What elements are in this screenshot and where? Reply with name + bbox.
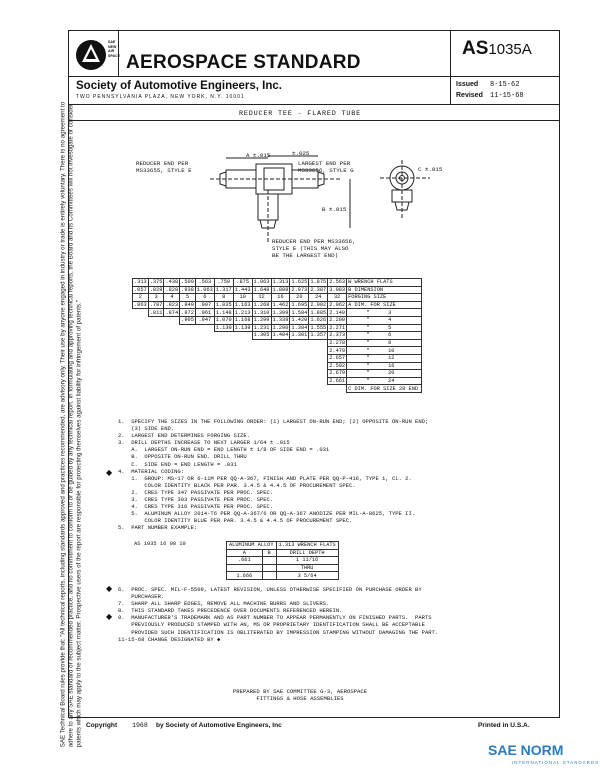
size-value: 5 bbox=[388, 324, 392, 331]
dimension-table-cell bbox=[347, 339, 422, 347]
size-value: 6 bbox=[388, 332, 392, 339]
footer-year: 1968 bbox=[132, 722, 148, 729]
dimension-table-cell: 1.888 bbox=[272, 286, 289, 293]
dimension-table-cell bbox=[233, 339, 252, 347]
dimension-table-cell: .872 bbox=[181, 309, 194, 316]
dimension-table-cell: 8 bbox=[214, 294, 233, 302]
dimension-table-cell bbox=[214, 339, 233, 347]
dimension-table-cell bbox=[133, 332, 149, 340]
dimension-table-cell bbox=[252, 347, 271, 355]
note-line: 2. CRES TYPE 347 PASSIVATE PER PROC. SPEC. bbox=[118, 488, 274, 496]
dimension-table-row bbox=[133, 377, 422, 385]
dimension-table-cell bbox=[233, 362, 252, 370]
dimension-table-cell bbox=[347, 347, 422, 355]
note-line: 9. MANUFACTURER'S TRADEMARK AND AS PART NUMBER TO APPEAR PERMANENTLY ON FINISHED PARTS. PARTS bbox=[118, 614, 432, 622]
dimension-table bbox=[132, 278, 422, 393]
dimension-table-cell bbox=[347, 377, 422, 385]
dimension-table-cell bbox=[252, 377, 271, 385]
change-diamond-icon: ◆ bbox=[106, 612, 113, 621]
dimension-table-cell: 1.213 bbox=[234, 309, 251, 316]
dimension-table-cell bbox=[133, 309, 149, 317]
dimension-table-cell bbox=[309, 339, 328, 347]
dimension-table-cell: 2.278 bbox=[329, 340, 346, 347]
dimension-table-cell bbox=[164, 362, 180, 370]
society-name: Society of Automotive Engineers, Inc. bbox=[76, 80, 282, 92]
dimension-table-cell bbox=[214, 377, 233, 385]
dimension-table-cell bbox=[133, 354, 149, 362]
dimension-table-cell bbox=[290, 370, 309, 378]
dimension-table-cell bbox=[148, 370, 164, 378]
dimension-table-cell: .905 bbox=[181, 317, 194, 324]
note-line: 5. ALUMINUM ALLOY 2014-T6 PER QQ-A-367/6 OR QQ-A-367 ANODIZE PER MIL-A-8625, TYPE II. bbox=[118, 510, 416, 518]
dimension-table-cell bbox=[347, 316, 422, 324]
dimension-table-cell bbox=[309, 362, 328, 370]
dimension-table-cell: .057 bbox=[134, 286, 147, 293]
dimension-table-cell bbox=[271, 362, 290, 370]
dimension-table-cell bbox=[180, 377, 196, 385]
dimension-table-cell: 1.399 bbox=[272, 309, 289, 316]
dimension-table-cell: 1.420 bbox=[291, 317, 308, 324]
size-mark: " bbox=[366, 340, 370, 347]
dimension-table-cell bbox=[233, 347, 252, 355]
dimension-table-cell bbox=[347, 324, 422, 332]
size-mark: " bbox=[366, 324, 370, 331]
dimension-table-cell bbox=[252, 362, 271, 370]
dimension-table-row bbox=[133, 309, 422, 317]
dimension-table-cell: .863 bbox=[134, 302, 147, 309]
size-value: 24 bbox=[388, 378, 395, 385]
dimension-table-cell bbox=[195, 370, 214, 378]
dimension-table-cell: 1.148 bbox=[215, 309, 232, 316]
dimension-table-cell: .828 bbox=[149, 286, 163, 293]
dimension-table-cell: .811 bbox=[149, 309, 163, 316]
dimension-table-cell: 1.626 bbox=[310, 317, 327, 324]
dimension-b-label: B ±.015 bbox=[322, 206, 347, 213]
note-line: PURCHASER. bbox=[118, 593, 165, 601]
dimension-table-cell bbox=[195, 362, 214, 370]
note-line: 1. SPECIFY THE SIZES IN THE FOLLOWING ORDER: (1) LARGEST ON-RUN END; (2) OPPOSITE ON-RUN END; bbox=[118, 418, 429, 425]
dimension-table-cell: 1.301 bbox=[291, 332, 308, 339]
dimension-table-cell: 1.070 bbox=[215, 317, 232, 324]
dimension-table-cell: 12 bbox=[252, 294, 271, 302]
dimension-table-cell: 2.373 bbox=[329, 332, 346, 339]
dimension-table-cell bbox=[309, 377, 328, 385]
dimension-table-cell bbox=[195, 339, 214, 347]
dimension-table-cell: 1.139 bbox=[234, 324, 251, 331]
dimension-table-cell bbox=[195, 332, 214, 340]
dimension-table-cell: 1.462 bbox=[272, 302, 289, 309]
dimension-table-cell: 1.063 bbox=[196, 286, 213, 293]
dimension-table-cell bbox=[347, 332, 422, 340]
dimension-table-cell bbox=[195, 347, 214, 355]
note-line: 7. SHARP ALL SHARP EDGES, REMOVE ALL MACHINE BURRS AND SLIVERS. bbox=[118, 600, 330, 608]
dimension-table-cell bbox=[180, 339, 196, 347]
dimension-table-cell: .500 bbox=[181, 279, 194, 286]
size-column-header: A DIM. FOR SIZE bbox=[348, 302, 396, 309]
dimension-table-cell: 20 bbox=[290, 294, 309, 302]
dimension-table-cell bbox=[180, 332, 196, 340]
dimension-table-cell: 1.268 bbox=[253, 302, 270, 309]
dimension-table-cell: 1.290 bbox=[272, 324, 289, 331]
dimension-table-cell: .875 bbox=[233, 279, 252, 287]
dimension-table-cell: 4 bbox=[164, 294, 180, 302]
dimension-table-cell: .313 bbox=[134, 279, 147, 286]
dimension-table-cell bbox=[148, 332, 164, 340]
dimension-table-cell bbox=[347, 362, 422, 370]
dimension-table-cell bbox=[214, 362, 233, 370]
dimension-table-cell bbox=[309, 354, 328, 362]
dimension-table-cell bbox=[180, 354, 196, 362]
dimension-table-cell: .563 bbox=[195, 279, 214, 287]
dimension-table-cell: 1.338 bbox=[272, 317, 289, 324]
dimension-table-cell: 1.625 bbox=[291, 279, 308, 286]
sae-logo bbox=[74, 36, 108, 74]
note-line: 6. PROC. SPEC. MIL-F-5509, LATEST REVISION, UNLESS OTHERWISE SPECIFIED ON PURCHASE ORDER BY bbox=[118, 586, 422, 593]
dimension-table-cell: .961 bbox=[195, 309, 214, 317]
document-number: AS1035A bbox=[462, 38, 532, 59]
dimension-table-cell bbox=[347, 301, 422, 309]
dimension-table-cell bbox=[148, 377, 164, 385]
dimension-table-cell: 1.885 bbox=[310, 309, 327, 316]
dimension-table-cell bbox=[148, 316, 164, 324]
dimension-table-cell: 1.648 bbox=[253, 286, 270, 293]
dimension-table-cell: 1.443 bbox=[234, 286, 251, 293]
dimension-table-cell: .874 bbox=[165, 309, 179, 316]
dimension-table-cell: .823 bbox=[165, 302, 179, 309]
note-line: COLOR IDENTITY BLUE PER PAR. 3.4.5 & 4.4.5 OF PROCUREMENT SPEC. bbox=[118, 517, 353, 525]
notes-section-2 bbox=[118, 586, 538, 643]
dimension-table-cell: 6 bbox=[195, 294, 214, 302]
size-value: 4 bbox=[388, 317, 392, 324]
dimension-table-cell: W WRENCH FLATS bbox=[347, 279, 422, 287]
prepared-by: PREPARED BY SAE COMMITTEE G-3, AEROSPACE FITTINGS & HOSE ASSEMBLIES bbox=[232, 688, 368, 702]
header-bottom-divider bbox=[68, 104, 560, 105]
sae-disclaimer-side-note: SAE Technical Board rules provide that: "All technical reports, including standards approved and practices recommended, are advisory only. Their use by anyone engaged in industry or trade is entirely voluntary. There is no agreement to adhere to any SAE standard or recommended practice, and no commitment to conform to or be guided by any technical report. In formulating and approving technical reports, the Board and its Committees will not investigate or consider patents which may apply to the subject matter. Prospective users of the report are responsible for protecting themselves against liability for infringement of patents." bbox=[59, 101, 84, 748]
dimension-table-cell: .375 bbox=[149, 279, 163, 286]
dimension-table-cell bbox=[133, 377, 149, 385]
issue-dates: Issued 8-15-62 Revised 11-15-68 bbox=[456, 81, 524, 100]
dimension-table-cell: 2.387 bbox=[310, 286, 327, 293]
dimension-table-cell bbox=[214, 370, 233, 378]
dimension-table-cell: B DIMENSION bbox=[347, 286, 422, 294]
dimension-table-cell bbox=[271, 339, 290, 347]
change-diamond-icon: ◆ bbox=[106, 584, 113, 593]
note-line: 3. CRES TYPE 303 PASSIVATE PER PROC. SPEC. bbox=[118, 496, 274, 504]
watermark-brand: SAE NORM bbox=[488, 742, 564, 758]
dimension-table-cell: 1.875 bbox=[310, 279, 327, 286]
dimension-table-cell: 2 bbox=[133, 294, 149, 302]
size-value: 10 bbox=[388, 347, 395, 354]
part-number-table: ALUMINUM ALLOY 1.313 WRENCH FLATS A B DRILL DEPTH .661 1 11/16 THRU 1.666 3 5/64 bbox=[226, 541, 339, 580]
dimension-table-cell: 1.357 bbox=[310, 332, 327, 339]
dimension-table-cell bbox=[214, 332, 233, 340]
dimension-table-cell: 2.140 bbox=[329, 309, 346, 316]
dimension-table-cell bbox=[309, 347, 328, 355]
dimension-table-cell bbox=[214, 354, 233, 362]
dimension-table-cell: 1.384 bbox=[291, 324, 308, 331]
logo-text: SAE NEW AIR SPACE bbox=[108, 40, 121, 58]
dimension-table-row bbox=[133, 347, 422, 355]
dimension-table-cell: 2.271 bbox=[329, 324, 346, 331]
document-title: AEROSPACE STANDARD bbox=[126, 52, 361, 73]
dimension-tol-025: ±.025 bbox=[292, 150, 310, 157]
note-line: 5. PART NUMBER EXAMPLE: bbox=[118, 524, 198, 532]
dimension-table-row bbox=[133, 385, 422, 393]
dimension-table-cell: 1.130 bbox=[215, 324, 232, 331]
size-value: 3 bbox=[388, 309, 392, 316]
dimension-table-cell bbox=[180, 362, 196, 370]
dimension-table-row bbox=[133, 354, 422, 362]
size-mark: " bbox=[366, 378, 370, 385]
dimension-table-cell bbox=[290, 362, 309, 370]
size-mark: " bbox=[366, 370, 370, 377]
dimension-table-cell: 2.062 bbox=[329, 302, 346, 309]
dimension-table-row bbox=[133, 339, 422, 347]
dimension-table-cell: .438 bbox=[165, 279, 179, 286]
note-line: 11-15-68 CHANGE DESIGNATED BY ◆ bbox=[118, 635, 221, 643]
dimension-table-cell bbox=[164, 370, 180, 378]
dimension-table-cell bbox=[133, 339, 149, 347]
dimension-table-cell bbox=[214, 347, 233, 355]
dimension-table-cell bbox=[271, 370, 290, 378]
dimension-table-cell: 3 bbox=[148, 294, 164, 302]
size-mark: " bbox=[366, 317, 370, 324]
dimension-table-cell bbox=[133, 347, 149, 355]
dimension-table-cell: 1.555 bbox=[310, 324, 327, 331]
dimension-table-cell: 24 bbox=[309, 294, 328, 302]
dimension-table-cell bbox=[195, 324, 214, 332]
dimension-table-row bbox=[133, 362, 422, 370]
change-diamond-icon: ◆ bbox=[106, 468, 113, 477]
label-reducer-end-2: REDUCER END PER MS33656, STYLE E (THIS MAY ALSO BE THE LARGEST END) bbox=[272, 238, 356, 259]
note-line: C. SIDE END = END LENGTH = .031 bbox=[118, 460, 237, 468]
dimension-table-cell: 1.317 bbox=[215, 286, 232, 293]
dimension-table-cell bbox=[133, 316, 149, 324]
footer-society: by Society of Automotive Engineers, Inc bbox=[156, 722, 282, 729]
footer-printed: Printed in U.S.A. bbox=[478, 722, 530, 729]
dimension-table-cell bbox=[252, 370, 271, 378]
note-line: 4. MATERIAL CODING: bbox=[118, 467, 185, 475]
dimension-table-cell bbox=[180, 370, 196, 378]
dimension-table-row bbox=[133, 301, 422, 309]
dimension-table-row bbox=[133, 286, 422, 294]
dimension-table-cell: 1.313 bbox=[272, 279, 289, 286]
dimension-table-cell bbox=[133, 370, 149, 378]
dimension-table-cell bbox=[195, 354, 214, 362]
dimension-table-cell: 2.592 bbox=[329, 362, 346, 369]
dimension-table-cell: .750 bbox=[214, 279, 233, 287]
dimension-table-cell bbox=[347, 354, 422, 362]
note-line: A. LARGEST ON-RUN END = END LENGTH ± 1/8 OF SIDE END = .031 bbox=[118, 446, 330, 454]
dimension-table-cell: .849 bbox=[181, 302, 194, 309]
dimension-table-cell bbox=[347, 309, 422, 317]
note-line: 2. LARGEST END DETERMINES FORGING SIZE. bbox=[118, 432, 251, 440]
size-value: 8 bbox=[388, 340, 392, 347]
dimension-table-cell: 1.168 bbox=[234, 317, 251, 324]
dimension-table-cell bbox=[164, 316, 180, 324]
dimension-table-cell bbox=[290, 347, 309, 355]
dimension-table-row bbox=[133, 332, 422, 340]
dimension-table-cell: 1.163 bbox=[234, 302, 251, 309]
dimension-c-label: C ±.015 bbox=[418, 166, 443, 173]
subject-divider bbox=[68, 120, 560, 121]
dimension-table-cell: 16 bbox=[271, 294, 290, 302]
dimension-table-cell: 1.404 bbox=[272, 332, 289, 339]
watermark-sub: INTERNATIONAL STANDARDS bbox=[512, 760, 600, 765]
dimension-table-row bbox=[133, 370, 422, 378]
dimension-table-cell bbox=[309, 370, 328, 378]
dimension-table-cell bbox=[148, 362, 164, 370]
dimension-table-cell bbox=[164, 324, 180, 332]
dimension-table-cell bbox=[233, 354, 252, 362]
dimension-table-cell: 1.310 bbox=[253, 309, 270, 316]
dimension-table-cell bbox=[271, 377, 290, 385]
dimension-table-cell bbox=[148, 324, 164, 332]
dimension-table-cell: 1.584 bbox=[291, 309, 308, 316]
dimension-table-cell bbox=[133, 362, 149, 370]
dimension-table-cell: 3.083 bbox=[329, 286, 346, 293]
dimension-table-cell bbox=[148, 354, 164, 362]
dimension-table-cell bbox=[180, 324, 196, 332]
dimension-table-cell bbox=[233, 370, 252, 378]
dimension-table-cell bbox=[180, 347, 196, 355]
dimension-table-cell bbox=[233, 377, 252, 385]
dimension-table-cell: 1.695 bbox=[291, 302, 308, 309]
dimension-table-cell: 2.679 bbox=[329, 370, 346, 377]
dimension-table-cell: .787 bbox=[149, 302, 163, 309]
dimension-table-cell: 1.305 bbox=[253, 332, 270, 339]
dimension-table-cell bbox=[290, 339, 309, 347]
dimension-table-row bbox=[133, 316, 422, 324]
note-line: PROVIDED SUCH IDENTIFICATION IS OBLITERATED BY IMPRESSION STAMPING WITHOUT DAMAGING THE PART. bbox=[118, 628, 439, 636]
dimension-table-cell bbox=[148, 347, 164, 355]
note-line: B. OPPOSITE ON-RUN END. DRILL THRU bbox=[118, 453, 247, 461]
dimension-table-cell bbox=[164, 354, 180, 362]
dimension-table-cell: 1.231 bbox=[253, 324, 270, 331]
doc-number-divider bbox=[450, 30, 451, 104]
dimension-table-cell bbox=[195, 377, 214, 385]
size-value: 12 bbox=[388, 355, 395, 362]
part-number-example: AS 1035 16 08 10 bbox=[134, 541, 186, 547]
dimension-table-cell bbox=[347, 370, 422, 378]
dimension-table-cell: 2.563 bbox=[329, 279, 346, 286]
dimension-table-cell: .828 bbox=[165, 286, 179, 293]
dimension-table-cell: 2.200 bbox=[329, 317, 346, 324]
dimension-table-cell: 2.661 bbox=[329, 378, 346, 385]
dimension-table-row bbox=[133, 279, 422, 287]
dimension-table-cell: 1.063 bbox=[253, 279, 270, 286]
note-line: 3. DRILL DEPTHS INCREASE TO NEXT LARGER 1/64 ± .015 bbox=[118, 439, 290, 447]
subject-title: REDUCER TEE - FLARED TUBE bbox=[239, 110, 361, 118]
dimension-table-cell bbox=[133, 324, 149, 332]
note-line: 4. CRES TYPE 316 PASSIVATE PER PROC. SPEC. bbox=[118, 503, 274, 511]
footer-copyright: Copyright bbox=[86, 722, 118, 729]
dimension-table-cell bbox=[164, 332, 180, 340]
size-mark: " bbox=[366, 309, 370, 316]
dimension-table-cell bbox=[164, 339, 180, 347]
label-reducer-end-1: REDUCER END PER MS33655, STYLE E bbox=[136, 160, 192, 174]
dimension-table-cell: 1.035 bbox=[215, 302, 232, 309]
dimension-table-cell bbox=[252, 354, 271, 362]
dimension-table-cell: 1.299 bbox=[253, 317, 270, 324]
dimension-table-cell bbox=[148, 339, 164, 347]
size-mark: " bbox=[366, 347, 370, 354]
dimension-table-cell: .907 bbox=[195, 301, 214, 309]
dimension-table-row bbox=[133, 324, 422, 332]
note-line: PREVIOUSLY PRODUCED STAMPED WITH AN, MS OR PROPRIETARY IDENTIFICATION SHALL BE ACCEPTABLE bbox=[118, 621, 425, 629]
dimension-table-cell: .938 bbox=[181, 286, 194, 293]
dimension-table-cell bbox=[290, 354, 309, 362]
size-mark: " bbox=[366, 362, 370, 369]
dimension-table-cell: C DIM. FOR SIZE 28 END bbox=[347, 385, 422, 393]
note-line: 1. GROUP: MS-17 OR 6-11M PER QQ-A-367, FINISH AND PLATE PER QQ-P-416, TYPE 1, CL. 2. bbox=[118, 474, 412, 482]
dimension-table-cell bbox=[271, 354, 290, 362]
dimension-table-cell: 2.073 bbox=[291, 286, 308, 293]
dimension-a-label: A ±.015 bbox=[246, 152, 271, 159]
note-line: 8. THIS STANDARD TAKES PRECEDENCE OVER DOCUMENTS REFERENCED HEREIN. bbox=[118, 607, 343, 615]
dimension-table-cell: FORGING SIZE bbox=[347, 294, 422, 302]
dimension-table-cell bbox=[290, 377, 309, 385]
dimension-table-cell: 32 bbox=[328, 294, 347, 302]
dimension-table-cell: .947 bbox=[195, 316, 214, 324]
dimension-table-cell bbox=[233, 332, 252, 340]
dimension-table-cell bbox=[164, 377, 180, 385]
size-value: 20 bbox=[388, 370, 395, 377]
note-line: (3) SIDE END. bbox=[118, 425, 175, 433]
dimension-table-cell bbox=[164, 347, 180, 355]
header-divider bbox=[68, 76, 560, 77]
dimension-table-cell: 10 bbox=[233, 294, 252, 302]
notes-section bbox=[118, 418, 538, 532]
dimension-table-row bbox=[133, 294, 422, 302]
size-mark: " bbox=[366, 332, 370, 339]
society-address: TWO PENNSYLVANIA PLAZA, NEW YORK, N.Y. 10001 bbox=[76, 94, 245, 100]
dimension-table-cell: 2.479 bbox=[329, 347, 346, 354]
dimension-table-cell bbox=[271, 347, 290, 355]
note-line: COLOR IDENTITY BLACK PER PAR. 3.4.5 & 4.4.5 OF PROCUREMENT SPEC. bbox=[118, 481, 356, 489]
dimension-table-cell: 2.657 bbox=[329, 355, 346, 362]
size-value: 16 bbox=[388, 362, 395, 369]
dimension-table-cell bbox=[252, 339, 271, 347]
label-largest-end: LARGEST END PER MS33656, STYLE G bbox=[298, 160, 354, 174]
size-mark: " bbox=[366, 355, 370, 362]
dimension-table-cell: 5 bbox=[180, 294, 196, 302]
dimension-table-cell: 2.002 bbox=[310, 302, 327, 309]
